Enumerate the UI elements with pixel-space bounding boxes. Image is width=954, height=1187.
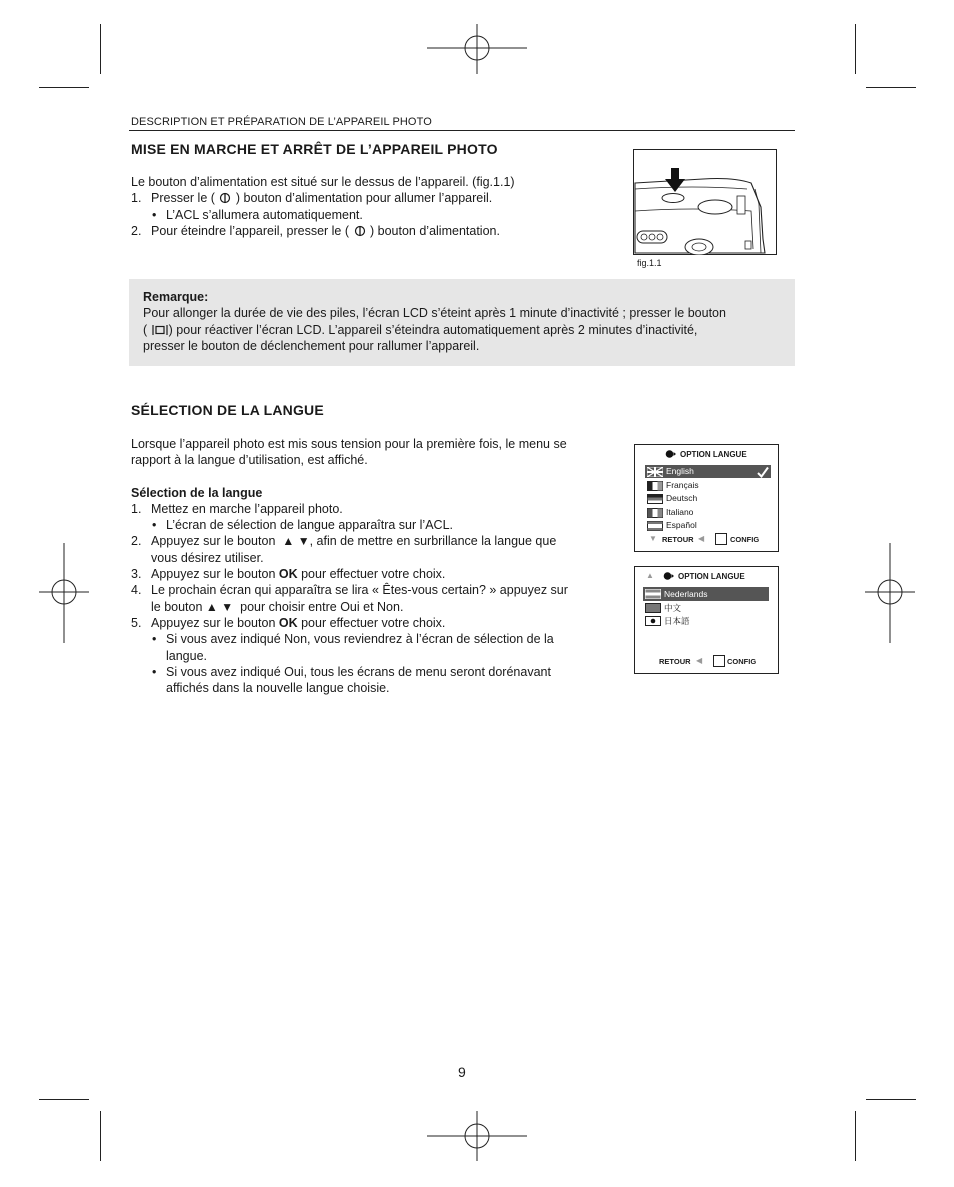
language-option[interactable]: 日本語 — [664, 616, 690, 626]
registration-mark-top — [427, 24, 527, 74]
down-arrow-icon: ▼ — [297, 534, 310, 549]
registration-mark-right — [865, 543, 915, 643]
list-bullet: • Si vous avez indiqué Non, vous reviendrez à l’écran de sélection de la langue. — [152, 632, 554, 663]
config-button-icon — [715, 533, 727, 545]
list-item: 2. Appuyez sur le bouton ▲ ▼, afin de mettre en surbrillance la langue que vous désirez utiliser. — [131, 534, 557, 565]
header-rule — [129, 130, 795, 131]
list-item: 1. Mettez en marche l’appareil photo. — [131, 501, 343, 516]
flag-uk-icon — [647, 467, 663, 477]
crop-mark — [100, 24, 101, 74]
down-arrow-icon: ▼ — [649, 534, 657, 543]
crop-mark — [855, 1111, 856, 1161]
config-label[interactable]: CONFIG — [730, 535, 760, 544]
crop-mark — [100, 1111, 101, 1161]
figure-caption: fig.1.1 — [637, 258, 662, 268]
lcd-language-screen-1 — [634, 444, 779, 552]
note-line: presser le bouton de déclenchement pour rallumer l’appareil. — [143, 338, 480, 353]
list-bullet: • Si vous avez indiqué Oui, tous les écrans de menu seront dorénavant affichés dans la nouvelle langue choisie. — [152, 664, 551, 696]
subsection-title: Sélection de la langue — [131, 485, 263, 500]
language-menu-icon — [665, 449, 677, 459]
language-option[interactable]: Français — [666, 480, 699, 490]
power-intro: Le bouton d’alimentation est situé sur le dessus de l’appareil. (fig.1.1) — [131, 175, 515, 189]
note-title: Remarque: — [143, 290, 209, 304]
flag-germany-icon — [647, 494, 663, 504]
config-label[interactable]: CONFIG — [727, 657, 757, 666]
crop-mark — [39, 1099, 89, 1100]
registration-mark-bottom — [427, 1111, 527, 1161]
section-title-power: MISE EN MARCHE ET ARRÊT DE L’APPAREIL PHOTO — [131, 141, 498, 157]
left-arrow-icon: ◀ — [696, 656, 703, 665]
power-instructions — [131, 174, 611, 239]
screen-title: OPTION LANGUE — [680, 450, 747, 459]
crop-mark — [39, 87, 89, 88]
language-option[interactable]: English — [666, 466, 694, 476]
flag-china-icon — [645, 603, 661, 613]
language-menu-icon — [663, 571, 675, 581]
language-intro: rapport à la langue d’utilisation, est affiché. — [131, 453, 368, 468]
language-option[interactable]: Italiano — [666, 507, 694, 517]
language-option[interactable]: Deutsch — [666, 493, 698, 503]
note-line: Pour allonger la durée de vie des piles, l’écran LCD s’éteint après 1 minute d’inactivité ; presser le bouton — [143, 306, 726, 321]
running-header: DESCRIPTION ET PRÉPARATION DE L’APPAREIL PHOTO — [131, 116, 432, 128]
list-item: 5. Appuyez sur le bouton OK pour effectuer votre choix. — [131, 615, 446, 630]
up-arrow-icon: ▲ — [646, 571, 654, 580]
flag-italy-icon — [647, 508, 663, 518]
flag-france-icon — [647, 481, 663, 491]
checkmark-icon — [757, 466, 769, 478]
language-option[interactable]: Español — [666, 520, 697, 530]
list-item: 4. Le prochain écran qui apparaîtra se lira « Êtes-vous certain? » appuyez sur le bouton ▲ ▼ pour choisir entre Oui et Non. — [131, 583, 568, 614]
crop-mark — [866, 1099, 916, 1100]
list-bullet: • L’écran de sélection de langue apparaîtra sur l’ACL. — [152, 518, 453, 533]
note-box — [129, 279, 795, 366]
left-arrow-icon: ◀ — [698, 534, 705, 543]
language-intro: Lorsque l’appareil photo est mis sous tension pour la première fois, le menu se — [131, 437, 567, 451]
camera-top-illustration — [633, 149, 777, 255]
list-item: 3. Appuyez sur le bouton OK pour effectuer votre choix. — [131, 567, 446, 582]
power-button-icon — [353, 225, 367, 237]
flag-netherlands-icon — [645, 589, 661, 599]
back-label[interactable]: RETOUR — [659, 657, 691, 666]
list-item: 1. Presser le ( ) bouton d’alimentation pour allumer l’appareil. — [131, 191, 493, 206]
flag-japan-icon — [645, 616, 661, 626]
down-arrow-icon: ▼ — [221, 599, 234, 614]
selected-row — [645, 465, 771, 478]
section-title-language: SÉLECTION DE LA LANGUE — [131, 402, 324, 418]
lcd-language-screen-2 — [634, 566, 779, 674]
flag-spain-icon — [647, 521, 663, 531]
note-line: ( ) pour réactiver l’écran LCD. L’appareil s’éteindra automatiquement après 2 minutes d’inactivité, — [143, 322, 698, 337]
list-bullet: • L’ACL s’allumera automatiquement. — [152, 207, 363, 222]
up-arrow-icon: ▲ — [282, 534, 295, 549]
language-instructions — [131, 436, 611, 696]
screen-title: OPTION LANGUE — [678, 572, 745, 581]
display-button-icon — [151, 324, 169, 336]
power-button-icon — [218, 192, 232, 204]
back-label[interactable]: RETOUR — [662, 535, 694, 544]
page-number: 9 — [458, 1064, 466, 1080]
crop-mark — [855, 24, 856, 74]
config-button-icon — [713, 655, 725, 667]
language-option[interactable]: 中文 — [664, 603, 682, 613]
up-arrow-icon: ▲ — [205, 599, 218, 614]
crop-mark — [866, 87, 916, 88]
registration-mark-left — [39, 543, 89, 643]
language-option[interactable]: Nederlands — [664, 589, 708, 599]
list-item: 2. Pour éteindre l’appareil, presser le ( ) bouton d’alimentation. — [131, 223, 500, 238]
